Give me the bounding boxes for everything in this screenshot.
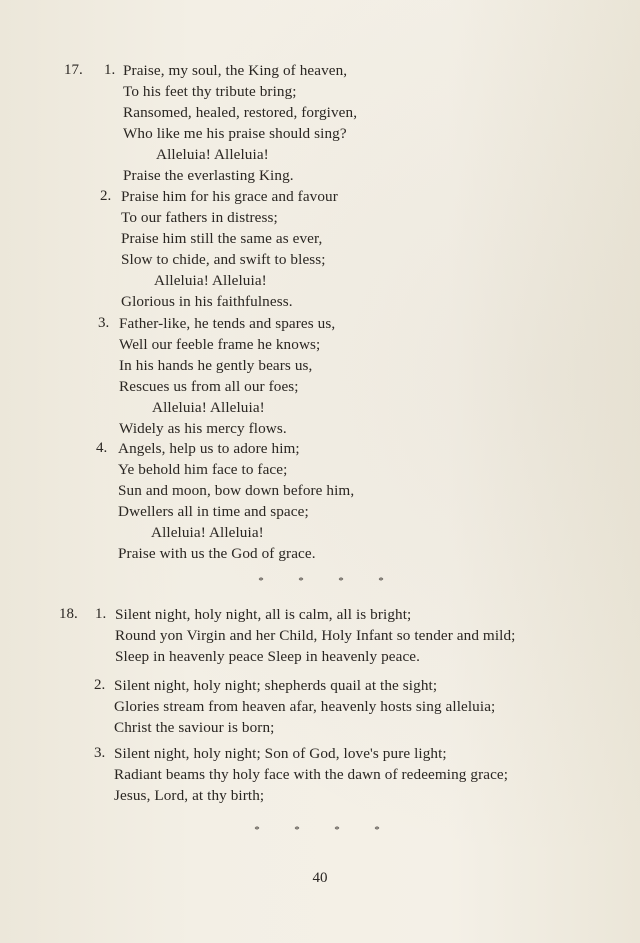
section-separator <box>237 824 397 836</box>
verse-line: Well our feeble frame he knows; <box>119 336 321 353</box>
verse-line: Praise, my soul, the King of heaven, <box>123 62 348 79</box>
verse-number: 2. <box>94 677 106 693</box>
hymn-number: 17. <box>64 62 83 78</box>
verse-line: Radiant beams thy holy face with the dawn of redeeming grace; <box>114 766 509 783</box>
separator-star: * <box>334 824 340 836</box>
verse-line: Angels, help us to adore him; <box>118 440 300 457</box>
section-separator <box>241 575 401 587</box>
verse-number: 1. <box>95 606 107 622</box>
verse-line: Father-like, he tends and spares us, <box>119 315 336 332</box>
refrain-line: Alleluia! Alleluia! <box>156 146 269 163</box>
verse-line: Silent night, holy night, all is calm, all is bright; <box>115 606 412 623</box>
verse-line: To our fathers in distress; <box>121 209 278 226</box>
verse-line: Praise him still the same as ever, <box>121 230 323 247</box>
verse-line: Slow to chide, and swift to bless; <box>121 251 326 268</box>
verse-line: To his feet thy tribute bring; <box>123 83 297 100</box>
verse-line: Rescues us from all our foes; <box>119 378 299 395</box>
separator-star: * <box>258 575 264 587</box>
refrain-line: Alleluia! Alleluia! <box>152 399 265 416</box>
verse-line: Christ the saviour is born; <box>114 719 275 736</box>
verse-number: 3. <box>98 315 110 331</box>
verse-line: In his hands he gently bears us, <box>119 357 313 374</box>
separator-star: * <box>374 824 380 836</box>
verse-line: Sun and moon, bow down before him, <box>118 482 355 499</box>
separator-star: * <box>254 824 260 836</box>
verse-number: 1. <box>104 62 116 78</box>
verse-line: Silent night, holy night; Son of God, love's pure light; <box>114 745 447 762</box>
separator-star: * <box>294 824 300 836</box>
verse-line: Who like me his praise should sing? <box>123 125 347 142</box>
verse-line: Round yon Virgin and her Child, Holy Infant so tender and mild; <box>115 627 516 644</box>
verse-line: Glories stream from heaven afar, heavenly hosts sing alleluia; <box>114 698 496 715</box>
verse-line: Ye behold him face to face; <box>118 461 288 478</box>
verse-line: Praise the everlasting King. <box>123 167 294 184</box>
verse-line: Dwellers all in time and space; <box>118 503 309 520</box>
verse-line: Widely as his mercy flows. <box>119 420 287 437</box>
verse-number: 4. <box>96 440 108 456</box>
verse-line: Praise with us the God of grace. <box>118 545 316 562</box>
verse-line: Ransomed, healed, restored, forgiven, <box>123 104 358 121</box>
separator-star: * <box>298 575 304 587</box>
hymn-number: 18. <box>59 606 78 622</box>
separator-star: * <box>338 575 344 587</box>
verse-line: Jesus, Lord, at thy birth; <box>114 787 265 804</box>
verse-line: Glorious in his faithfulness. <box>121 293 293 310</box>
verse-number: 3. <box>94 745 106 761</box>
verse-line: Silent night, holy night; shepherds quail at the sight; <box>114 677 438 694</box>
verse-line: Sleep in heavenly peace Sleep in heavenly peace. <box>115 648 421 665</box>
verse-line: Praise him for his grace and favour <box>121 188 338 205</box>
page-number: 40 <box>312 870 328 886</box>
separator-star: * <box>378 575 384 587</box>
verse-number: 2. <box>100 188 112 204</box>
refrain-line: Alleluia! Alleluia! <box>154 272 267 289</box>
refrain-line: Alleluia! Alleluia! <box>151 524 264 541</box>
